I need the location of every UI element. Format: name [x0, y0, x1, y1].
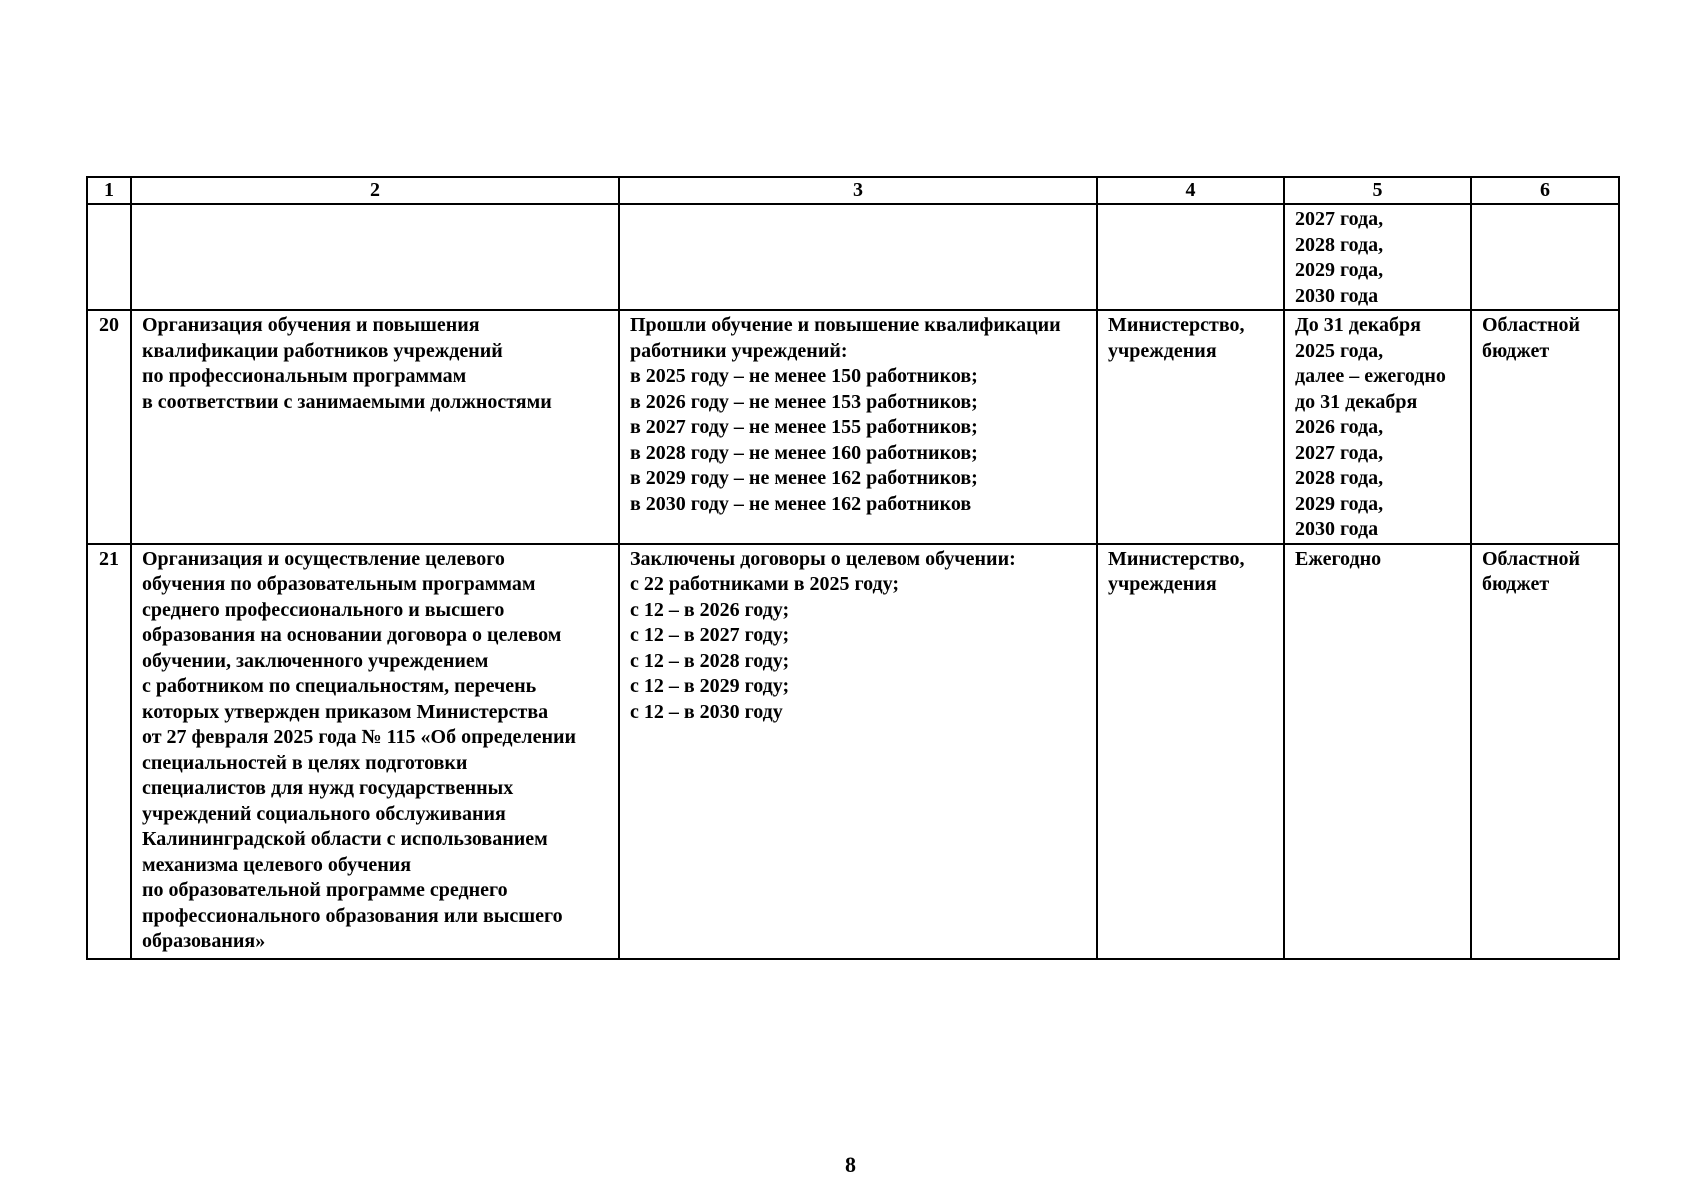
cell-text-line: в 2027 году – не менее 155 работников; [630, 416, 978, 438]
cell-text-line: с 12 – в 2027 году; [630, 624, 790, 646]
column-header: 1 [87, 177, 131, 204]
cell-text-line: квалификации работников учреждений [142, 339, 503, 362]
cell-text-line: в соответствии с занимаемыми должностями [142, 390, 552, 413]
column-header: 4 [1097, 177, 1284, 204]
executor-cell [1097, 310, 1284, 544]
table-row [87, 544, 1619, 959]
cell-text-line: профессионального образования или высшего [142, 904, 563, 927]
cell-text-line: по образовательной программе среднего [142, 879, 508, 901]
cell-text-line: учреждения [1108, 573, 1217, 595]
cell-text-line: 2029 года, [1295, 492, 1384, 515]
deadline-cell [1284, 544, 1471, 959]
funding-source-cell [1471, 204, 1619, 310]
cell-text-line: в 2028 году – не менее 160 работников; [630, 441, 978, 464]
cell-text-line: от 27 февраля 2025 года № 115 «Об определении [142, 726, 577, 748]
cell-text-line: с 12 – в 2028 году; [630, 649, 790, 672]
column-header: 5 [1284, 177, 1471, 204]
cell-text-line: Организация обучения и повышения [142, 314, 480, 336]
deadline-cell [1284, 310, 1471, 544]
page-number: 8 [845, 1152, 856, 1177]
funding-source-cell [1471, 544, 1619, 959]
cell-text-line: Министерство, [1108, 314, 1245, 336]
cell-text-line: специальностей в целях подготовки [142, 751, 468, 774]
cell-text-line: 2027 года, [1295, 208, 1384, 230]
cell-text-line: с 12 – в 2030 году [630, 700, 783, 723]
cell-text-line: Прошли обучение и повышение квалификации [630, 314, 1061, 336]
result-cell [619, 204, 1097, 310]
cell-text-line: механизма целевого обучения [142, 853, 412, 876]
cell-text-line: Ежегодно [1295, 547, 1382, 570]
cell-text-line: работники учреждений: [630, 339, 848, 362]
funding-source-cell [1471, 310, 1619, 544]
cell-text-line: Областной [1482, 547, 1581, 570]
row-number [87, 204, 131, 310]
cell-text-line: Министерство, [1108, 547, 1245, 570]
cell-text-line: учреждения [1108, 339, 1217, 362]
event-cell [131, 204, 619, 310]
column-header: 6 [1471, 177, 1619, 204]
deadline-cell [1284, 204, 1471, 310]
table-row [87, 310, 1619, 544]
cell-text-line: в 2029 году – не менее 162 работников; [630, 467, 978, 489]
result-cell [619, 310, 1097, 544]
cell-text-line: с работником по специальностям, перечень [142, 675, 537, 697]
cell-text-line: 2029 года, [1295, 259, 1384, 281]
cell-text-line: по профессиональным программам [142, 365, 467, 387]
cell-text-line: в 2026 году – не менее 153 работников; [630, 390, 978, 413]
table-row [87, 204, 1619, 310]
cell-text-line: которых утвержден приказом Министерства [142, 700, 549, 723]
cell-text-line: бюджет [1482, 339, 1550, 362]
row-number: 20 [87, 310, 131, 544]
cell-text-line: бюджет [1482, 573, 1550, 595]
executor-cell [1097, 204, 1284, 310]
cell-text-line: 2027 года, [1295, 441, 1384, 464]
column-header: 3 [619, 177, 1097, 204]
cell-text-line: образования на основании договора о целевом [142, 624, 562, 646]
cell-text-line: с 12 – в 2026 году; [630, 598, 790, 621]
cell-text-line: среднего профессионального и высшего [142, 598, 505, 621]
cell-text-line: учреждений социального обслуживания [142, 802, 506, 825]
result-cell [619, 544, 1097, 959]
cell-text-line: 2028 года, [1295, 467, 1384, 489]
column-header: 2 [131, 177, 619, 204]
cell-text-line: Калининградской области с использованием [142, 828, 548, 850]
cell-text-line: Областной [1482, 314, 1581, 336]
table-header-row [87, 177, 1619, 204]
cell-text-line: в 2030 году – не менее 162 работников [630, 492, 972, 515]
cell-text-line: в 2025 году – не менее 150 работников; [630, 365, 978, 387]
cell-text-line: 2025 года, [1295, 339, 1384, 362]
cell-text-line: образования» [142, 930, 266, 952]
row-number: 21 [87, 544, 131, 959]
cell-text-line: обучения по образовательным программам [142, 573, 536, 595]
event-cell [131, 544, 619, 959]
event-cell [131, 310, 619, 544]
executor-cell [1097, 544, 1284, 959]
cell-text-line: 2030 года [1295, 518, 1379, 540]
cell-text-line: 2026 года, [1295, 416, 1384, 438]
cell-text-line: 2030 года [1295, 284, 1379, 307]
cell-text-line: 2028 года, [1295, 233, 1384, 256]
cell-text-line: с 22 работниками в 2025 году; [630, 573, 900, 595]
cell-text-line: с 12 – в 2029 году; [630, 675, 790, 697]
cell-text-line: до 31 декабря [1295, 390, 1418, 413]
cell-text-line: До 31 декабря [1295, 314, 1421, 336]
cell-text-line: специалистов для нужд государственных [142, 777, 514, 799]
cell-text-line: Организация и осуществление целевого [142, 547, 505, 570]
cell-text-line: обучении, заключенного учреждением [142, 649, 489, 672]
measures-table [86, 176, 1620, 960]
cell-text-line: Заключены договоры о целевом обучении: [630, 547, 1016, 570]
cell-text-line: далее – ежегодно [1295, 365, 1446, 387]
